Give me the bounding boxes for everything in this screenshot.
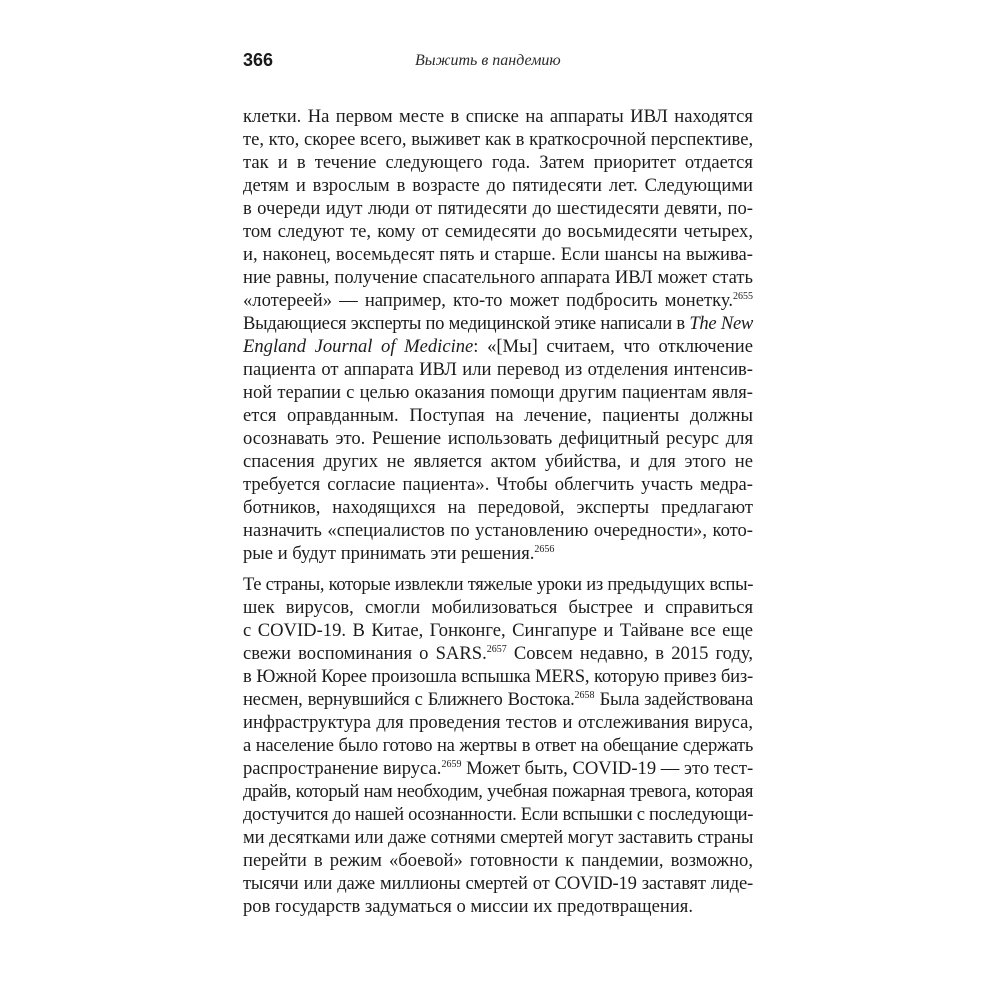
text-line	[243, 105, 753, 128]
text-line	[243, 596, 753, 619]
text-line	[243, 197, 753, 220]
text-run: пациента от аппарата ИВЛ или перевод из отделения интенсив-	[243, 359, 753, 380]
page-header	[243, 50, 756, 76]
footnote-ref: 2658	[574, 690, 595, 701]
text-run: ров государств задуматься о миссии их предотвращения.	[243, 896, 693, 917]
text-run: те, кто, скорее всего, выживет как в краткосрочной перспективе,	[243, 129, 754, 150]
text-run: ми десятками или даже сотнями смертей могут заставить страны	[243, 827, 754, 848]
text-run: Была задействована	[594, 689, 753, 710]
text-line	[243, 404, 753, 427]
text-line	[243, 542, 753, 565]
text-line	[243, 473, 753, 496]
text-line	[243, 734, 753, 757]
text-line	[243, 151, 753, 174]
text-run: инфраструктура для проведения тестов и отслеживания вируса,	[243, 712, 753, 733]
text-run: с COVID-19. В Китае, Гонконге, Сингапуре и Тайване все еще	[243, 620, 753, 641]
text-run: ется оправданным. Поступая на лечение, пациенты должны	[243, 405, 753, 426]
text-run: спасения других не является актом убийства, и для этого не	[243, 451, 753, 472]
text-run: драйв, который нам необходим, учебная пожарная тревога, которая	[243, 781, 753, 802]
text-line	[243, 266, 753, 289]
text-line	[243, 174, 753, 197]
text-line	[243, 427, 753, 450]
text-run: том следуют те, кому от семидесяти до восьмидесяти четырех,	[243, 221, 753, 242]
text-run: ной терапии с целью оказания помощи другим пациентам явля-	[243, 382, 753, 403]
text-line	[243, 335, 753, 358]
text-line	[243, 803, 753, 826]
text-line	[243, 780, 753, 803]
text-run: перейти в режим «боевой» готовности к пандемии, возможно,	[243, 850, 753, 871]
text-line	[243, 688, 753, 711]
text-line	[243, 519, 753, 542]
text-line	[243, 826, 753, 849]
text-run: несмен, вернувшийся с Ближнего Востока.	[243, 689, 575, 710]
text-run: Может быть, COVID-19 — это тест-	[461, 758, 754, 779]
text-run: назначить «специалистов по установлению очередности», кото-	[243, 520, 753, 541]
text-run: и, наконец, восемьдесят пять и старше. Если шансы на выжива-	[243, 244, 753, 265]
text-run: а население было готово на жертвы в ответ на обещание сдержать	[243, 735, 753, 756]
running-title: Выжить в пандемию	[415, 52, 561, 69]
italic-text: The New	[689, 313, 754, 334]
italic-text: England Journal of Medicine	[243, 336, 474, 357]
text-line	[243, 289, 753, 312]
text-run: тысячи или даже миллионы смертей от COVID-19 заставят лиде-	[243, 873, 753, 894]
paragraph	[243, 105, 753, 565]
footnote-ref: 2655	[733, 291, 753, 302]
text-run: детям и взрослым в возрасте до пятидесяти лет. Следующими	[243, 175, 753, 196]
text-run: : «[Мы] считаем, что отключение	[473, 336, 753, 357]
text-line	[243, 619, 753, 642]
text-line	[243, 128, 753, 151]
text-run: Выдающиеся эксперты по медицинской этике написали в	[243, 313, 690, 334]
text-run: осознавать это. Решение использовать дефицитный ресурс для	[243, 428, 753, 449]
text-run: свежи воспоминания о SARS.	[243, 643, 487, 664]
text-run: в Южной Корее произошла вспышка MERS, которую привез биз-	[243, 666, 753, 687]
text-run: «лотереей» — например, кто-то может подбросить монетку.	[243, 290, 733, 311]
footnote-ref: 2656	[534, 544, 555, 555]
text-run: шек вирусов, смогли мобилизоваться быстрее и справиться	[243, 597, 753, 618]
text-run: достучится до нашей осознанности. Если вспышки с последующи-	[243, 804, 753, 825]
text-line	[243, 220, 753, 243]
text-run: клетки. На первом месте в списке на аппараты ИВЛ находятся	[243, 106, 753, 127]
text-line	[243, 573, 753, 596]
text-line	[243, 849, 753, 872]
paragraph	[243, 573, 753, 918]
text-line	[243, 381, 753, 404]
text-line	[243, 312, 753, 335]
text-line	[243, 711, 753, 734]
text-run: в очереди идут люди от пятидесяти до шестидесяти девяти, по-	[243, 198, 753, 219]
text-line	[243, 642, 753, 665]
footnote-ref: 2657	[486, 644, 507, 655]
text-line	[243, 243, 753, 266]
text-line	[243, 496, 753, 519]
text-run: ние равны, получение спасательного аппарата ИВЛ может стать	[243, 267, 753, 288]
text-run: рые и будут принимать эти решения.	[243, 543, 535, 564]
text-run: ботников, находящихся на передовой, эксперты предлагают	[243, 497, 753, 518]
text-run: требуется согласие пациента». Чтобы облегчить участь медра-	[243, 474, 753, 495]
text-run: распространение вируса.	[243, 758, 442, 779]
page-number: 366	[243, 50, 274, 70]
text-line	[243, 665, 753, 688]
text-line	[243, 358, 753, 381]
text-line	[243, 450, 753, 473]
text-run: так и в течение следующего года. Затем приоритет отдается	[243, 152, 753, 173]
text-run: Совсем недавно, в 2015 году,	[506, 643, 753, 664]
text-run: Те страны, которые извлекли тяжелые уроки из предыдущих вспы-	[243, 574, 753, 595]
text-line	[243, 757, 753, 780]
footnote-ref: 2659	[441, 759, 462, 770]
text-line	[243, 895, 753, 918]
text-line	[243, 872, 753, 895]
body-text	[243, 105, 753, 918]
